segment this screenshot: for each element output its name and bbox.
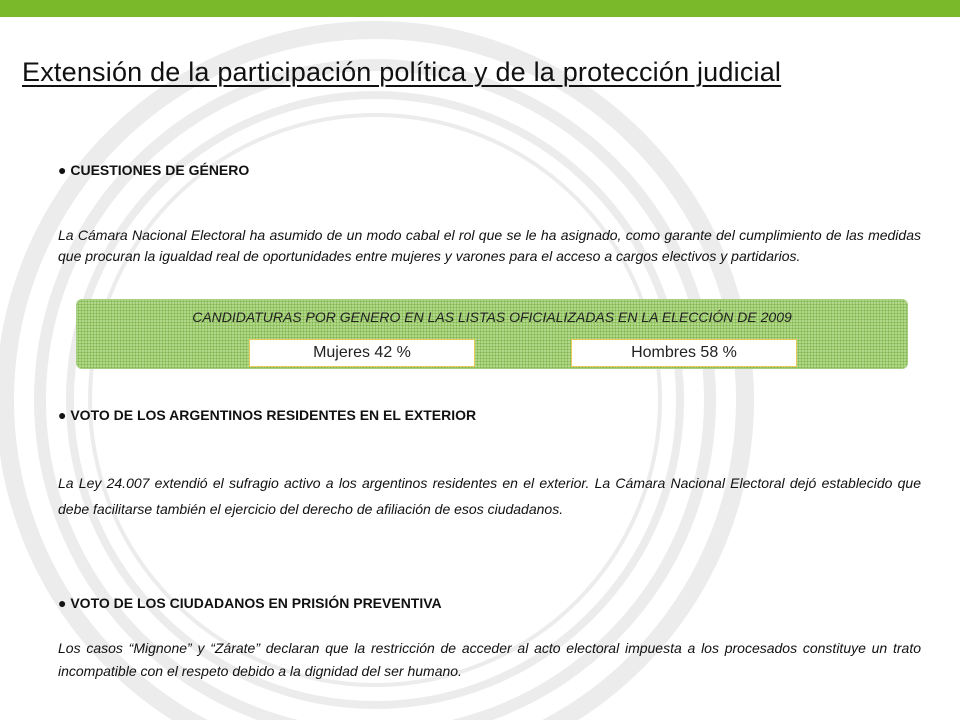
- paragraph-voto-exterior: La Ley 24.007 extendió el sufragio activo a los argentinos residentes en el exterior. La Cámara Nacional Electoral dejó establecido que debe facilitarse también el ejercicio del derecho de afiliación de esos ciudadanos.: [58, 475, 921, 517]
- candidaturas-banner: [76, 299, 908, 369]
- slide-title: Extensión de la participación política y de la protección judicial: [22, 57, 782, 87]
- mujeres-percentage-box: Mujeres 42 %: [249, 339, 475, 367]
- banner-title: CANDIDATURAS POR GENERO EN LAS LISTAS OFICIALIZADAS EN LA ELECCIÓN DE 2009: [192, 309, 792, 325]
- paragraph-cuestiones-de-genero: La Cámara Nacional Electoral ha asumido de un modo cabal el rol que se le ha asignado, como garante del cumplimiento de las medidas que procuran la igualdad real de oportunidades entre mujeres y varones para el acceso a cargos electivos y partidarios.: [58, 227, 921, 264]
- paragraph-prision-preventiva: Los casos “Mignone” y “Zárate” declaran que la restricción de acceder al acto electoral impuesta a los procesados constituye un trato incompatible con el respeto debido a la dignidad del ser humano.: [58, 640, 921, 679]
- heading-voto-exterior: ● VOTO DE LOS ARGENTINOS RESIDENTES EN EL EXTERIOR: [58, 407, 477, 423]
- heading-prision-preventiva: ● VOTO DE LOS CIUDADANOS EN PRISIÓN PREVENTIVA: [58, 595, 442, 611]
- heading-cuestiones-de-genero: ● CUESTIONES DE GÉNERO: [58, 162, 250, 178]
- hombres-percentage-box: Hombres 58 %: [571, 339, 797, 367]
